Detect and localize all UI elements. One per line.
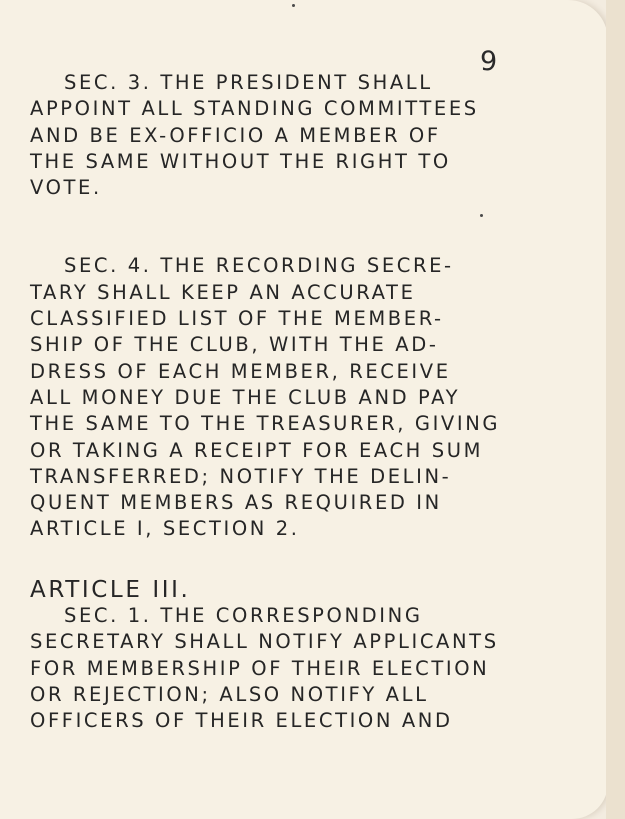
- text-line: DRESS OF EACH MEMBER, RECEIVE: [30, 359, 451, 383]
- text-line: TRANSFERRED; NOTIFY THE DELIN-: [30, 464, 452, 488]
- paper-speck: [292, 4, 295, 7]
- text-line: OR TAKING A RECEIPT FOR EACH SUM: [30, 438, 484, 462]
- text-line: THE SAME WITHOUT THE RIGHT TO: [30, 149, 451, 173]
- text-line: ARTICLE I, SECTION 2.: [30, 517, 300, 541]
- text-line: VOTE.: [30, 176, 102, 200]
- text-line: APPOINT ALL STANDING COMMITTEES: [30, 97, 479, 121]
- next-page-edge: [606, 0, 625, 819]
- text-line: SEC. 1. THE CORRESPONDING: [64, 604, 423, 628]
- text-line: SECRETARY SHALL NOTIFY APPLICANTS: [30, 630, 499, 654]
- document-body: [30, 70, 590, 735]
- text-line: OR REJECTION; ALSO NOTIFY ALL: [30, 682, 429, 706]
- text-line: SEC. 3. THE PRESIDENT SHALL: [64, 71, 433, 94]
- page-number: 9: [480, 46, 498, 77]
- text-line: THE SAME TO THE TREASURER, GIVING: [30, 412, 501, 436]
- paper-speck: [480, 214, 483, 217]
- text-line: SHIP OF THE CLUB, WITH THE AD-: [30, 333, 439, 357]
- text-line: AND BE EX-OFFICIO A MEMBER OF: [30, 123, 441, 147]
- text-line: QUENT MEMBERS AS REQUIRED IN: [30, 491, 442, 515]
- text-line: OFFICERS OF THEIR ELECTION AND: [30, 709, 453, 733]
- text-line: SEC. 4. THE RECORDING SECRE-: [64, 254, 454, 278]
- text-line: ALL MONEY DUE THE CLUB AND PAY: [30, 385, 461, 409]
- text-line: TARY SHALL KEEP AN ACCURATE: [30, 280, 416, 304]
- text-line: FOR MEMBERSHIP OF THEIR ELECTION: [30, 656, 490, 680]
- text-line: CLASSIFIED LIST OF THE MEMBER-: [30, 307, 444, 331]
- article-heading: ARTICLE III.: [30, 576, 191, 603]
